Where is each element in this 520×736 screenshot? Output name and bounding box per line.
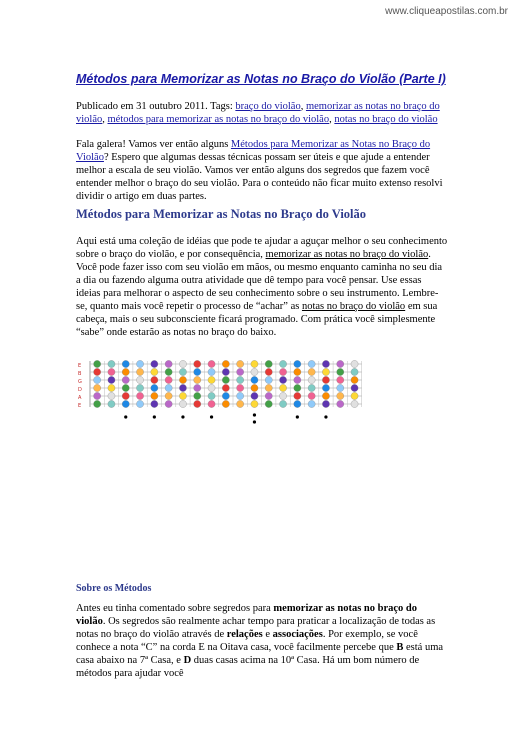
string-label: E <box>78 403 82 409</box>
fret-marker <box>324 415 327 418</box>
bold-phrase: associações <box>272 629 323 640</box>
note-dot <box>265 400 272 407</box>
note-dot <box>179 384 186 391</box>
note-dot <box>94 400 101 407</box>
note-dot <box>194 360 201 367</box>
underlined-phrase: notas no braço do violão <box>301 301 406 312</box>
note-dot <box>222 384 229 391</box>
note-dot <box>237 400 244 407</box>
note-dot <box>208 392 215 399</box>
note-dot <box>151 384 158 391</box>
methods-text: e <box>262 629 273 640</box>
note-dot <box>151 360 158 367</box>
note-dot <box>294 400 301 407</box>
published-line: Publicado em 31 outubro 2011. Tags: braço do violão, memorizar as notas no braço do violão, métodos para memorizar as notas no braço do violão, notas no braço do violão <box>76 101 440 125</box>
note-dot <box>251 392 258 399</box>
body-paragraph <box>76 235 448 339</box>
note-dot <box>308 376 315 383</box>
note-dot <box>94 360 101 367</box>
note-dot <box>251 376 258 383</box>
body-text: Aqui está uma coleção de idéias que pode te ajudar a aguçar melhor o seu conhecimento sobre o braço do violão, e por consequência, <box>76 236 448 260</box>
bold-phrase: D <box>183 655 192 666</box>
methods-text: duas casas acima na 10ª Casa. Há um bom número de métodos para ajudar você <box>76 655 420 679</box>
string-label: E <box>78 363 82 369</box>
note-dot <box>265 384 272 391</box>
note-dot <box>265 392 272 399</box>
note-dot <box>165 376 172 383</box>
note-dot <box>279 376 286 383</box>
note-dot <box>237 376 244 383</box>
section-heading: Métodos para Memorizar as Notas no Braço do Violão <box>76 207 367 221</box>
string-label: A <box>78 395 82 401</box>
note-dot <box>151 400 158 407</box>
note-dot <box>208 360 215 367</box>
note-dot <box>237 384 244 391</box>
note-dot <box>136 376 143 383</box>
note-dot <box>294 376 301 383</box>
string-label: G <box>78 379 82 385</box>
intro-text: ? Espero que algumas dessas técnicas possam ser úteis e que ajude a entender melhor a escala de seu violão. Vamos ver então alguns dos segredos que fazem você entender melhor o braço do seu violão. Para o conteúdo não ficar muito extenso resolvi dividir o artigo em duas partes. <box>76 152 443 202</box>
intro-text: Fala galera! Vamos ver então alguns <box>76 139 231 150</box>
note-dot <box>351 368 358 375</box>
string-label: D <box>78 387 82 393</box>
note-dot <box>351 384 358 391</box>
note-dot <box>136 360 143 367</box>
note-dot <box>222 392 229 399</box>
note-dot <box>194 392 201 399</box>
note-dot <box>351 400 358 407</box>
note-dot <box>308 368 315 375</box>
note-dot <box>322 400 329 407</box>
note-dot <box>194 376 201 383</box>
note-dot <box>122 360 129 367</box>
bold-phrase: B <box>396 642 404 653</box>
note-dot <box>351 360 358 367</box>
note-dot <box>279 360 286 367</box>
note-dot <box>337 376 344 383</box>
note-dot <box>108 392 115 399</box>
note-dot <box>194 384 201 391</box>
site-url: www.cliqueapostilas.com.br <box>385 6 508 17</box>
note-dot <box>222 360 229 367</box>
note-dot <box>279 400 286 407</box>
methods-text: . Por exemplo, se você conhece a nota “C” na corda E na Oitava casa, você facilmente percebe que <box>76 629 418 653</box>
note-dot <box>237 368 244 375</box>
note-dot <box>179 360 186 367</box>
fretboard-diagram <box>76 358 372 434</box>
article-title[interactable]: Métodos para Memorizar as Notas no Braço do Violão (Parte I) <box>76 72 446 86</box>
note-dot <box>122 400 129 407</box>
note-dot <box>122 392 129 399</box>
note-dot <box>151 368 158 375</box>
note-dot <box>194 368 201 375</box>
fret-marker <box>253 413 256 416</box>
tag-link[interactable]: memorizar as notas no braço do violão <box>76 101 440 125</box>
note-dot <box>279 392 286 399</box>
note-dot <box>165 400 172 407</box>
note-dot <box>351 392 358 399</box>
note-dot <box>337 384 344 391</box>
note-dot <box>251 368 258 375</box>
note-dot <box>94 376 101 383</box>
note-dot <box>122 384 129 391</box>
note-dot <box>351 376 358 383</box>
note-dot <box>337 368 344 375</box>
note-dot <box>165 392 172 399</box>
string-label: B <box>78 371 82 377</box>
note-dot <box>308 384 315 391</box>
methods-text: está uma casa abaixo na 7ª Casa, e <box>76 642 444 666</box>
fret-marker <box>210 415 213 418</box>
note-dot <box>208 376 215 383</box>
note-dot <box>308 360 315 367</box>
intro-link[interactable]: Métodos para Memorizar as Notas no Braço do Violão <box>76 139 431 163</box>
note-dot <box>265 376 272 383</box>
note-dot <box>265 368 272 375</box>
note-dot <box>237 360 244 367</box>
note-dot <box>237 392 244 399</box>
published-prefix: Publicado em 31 outubro 2011. Tags: <box>76 101 236 112</box>
note-dot <box>322 376 329 383</box>
note-dot <box>294 360 301 367</box>
note-dot <box>322 360 329 367</box>
note-dot <box>208 384 215 391</box>
intro-paragraph <box>76 138 448 203</box>
note-dot <box>251 360 258 367</box>
note-dot <box>179 368 186 375</box>
note-dot <box>222 368 229 375</box>
methods-text: . Os segredos são realmente achar tempo para praticar a localização de todas as notas no braço do violão através de <box>76 616 436 640</box>
underlined-phrase: memorizar as notas no braço do violão <box>265 249 429 260</box>
note-dot <box>108 376 115 383</box>
tag-link[interactable]: notas no braço do violão <box>334 114 438 125</box>
note-dot <box>165 360 172 367</box>
note-dot <box>108 368 115 375</box>
note-dot <box>151 392 158 399</box>
note-dot <box>337 360 344 367</box>
note-dot <box>179 400 186 407</box>
note-dot <box>222 376 229 383</box>
note-dot <box>94 384 101 391</box>
tag-link[interactable]: métodos para memorizar as notas no braço do violão <box>107 114 330 125</box>
note-dot <box>122 376 129 383</box>
note-dot <box>308 392 315 399</box>
methods-paragraph <box>76 602 448 680</box>
note-dot <box>151 376 158 383</box>
note-dot <box>279 368 286 375</box>
note-dot <box>337 400 344 407</box>
note-dot <box>294 392 301 399</box>
note-dot <box>322 392 329 399</box>
note-dot <box>136 392 143 399</box>
bold-phrase: memorizar as notas no braço do violão <box>76 603 417 627</box>
methods-heading: Sobre os Métodos <box>76 583 152 594</box>
note-dot <box>294 384 301 391</box>
note-dot <box>251 400 258 407</box>
note-dot <box>165 384 172 391</box>
methods-text: Antes eu tinha comentado sobre segredos para <box>76 603 274 614</box>
note-dot <box>279 384 286 391</box>
fret-marker <box>181 415 184 418</box>
note-dot <box>322 384 329 391</box>
note-dot <box>337 392 344 399</box>
note-dot <box>208 400 215 407</box>
fret-marker <box>296 415 299 418</box>
note-dot <box>179 376 186 383</box>
note-dot <box>294 368 301 375</box>
note-dot <box>94 368 101 375</box>
note-dot <box>194 400 201 407</box>
note-dot <box>251 384 258 391</box>
note-dot <box>108 400 115 407</box>
note-dot <box>265 360 272 367</box>
note-dot <box>208 368 215 375</box>
note-dot <box>122 368 129 375</box>
fret-marker <box>153 415 156 418</box>
note-dot <box>322 368 329 375</box>
body-text: em sua cabeça, mais o seu subconsciente ficará programado. Com prática você simplesmente “sabe” onde estarão as notas no braço do baixo. <box>76 301 438 338</box>
note-dot <box>94 392 101 399</box>
note-dot <box>136 400 143 407</box>
tag-link[interactable]: braço do violão <box>235 101 301 112</box>
note-dot <box>308 400 315 407</box>
fret-marker <box>124 415 127 418</box>
note-dot <box>222 400 229 407</box>
note-dot <box>108 384 115 391</box>
body-text: . Você pode fazer isso com seu violão em mãos, ou mesmo enquanto caminha no seu dia a dia ou fazendo alguma outra atividade que dê tempo para você pensar. Use essas ideias para melhorar o aspecto de seu conhecimento sobre o seu instrumento. Lembre-se, quanto mais você repetir o processo de “achar” as <box>76 249 443 312</box>
fret-marker <box>253 420 256 423</box>
note-dot <box>136 384 143 391</box>
note-dot <box>165 368 172 375</box>
note-dot <box>136 368 143 375</box>
note-dot <box>179 392 186 399</box>
note-dot <box>108 360 115 367</box>
bold-phrase: relações <box>226 629 263 640</box>
